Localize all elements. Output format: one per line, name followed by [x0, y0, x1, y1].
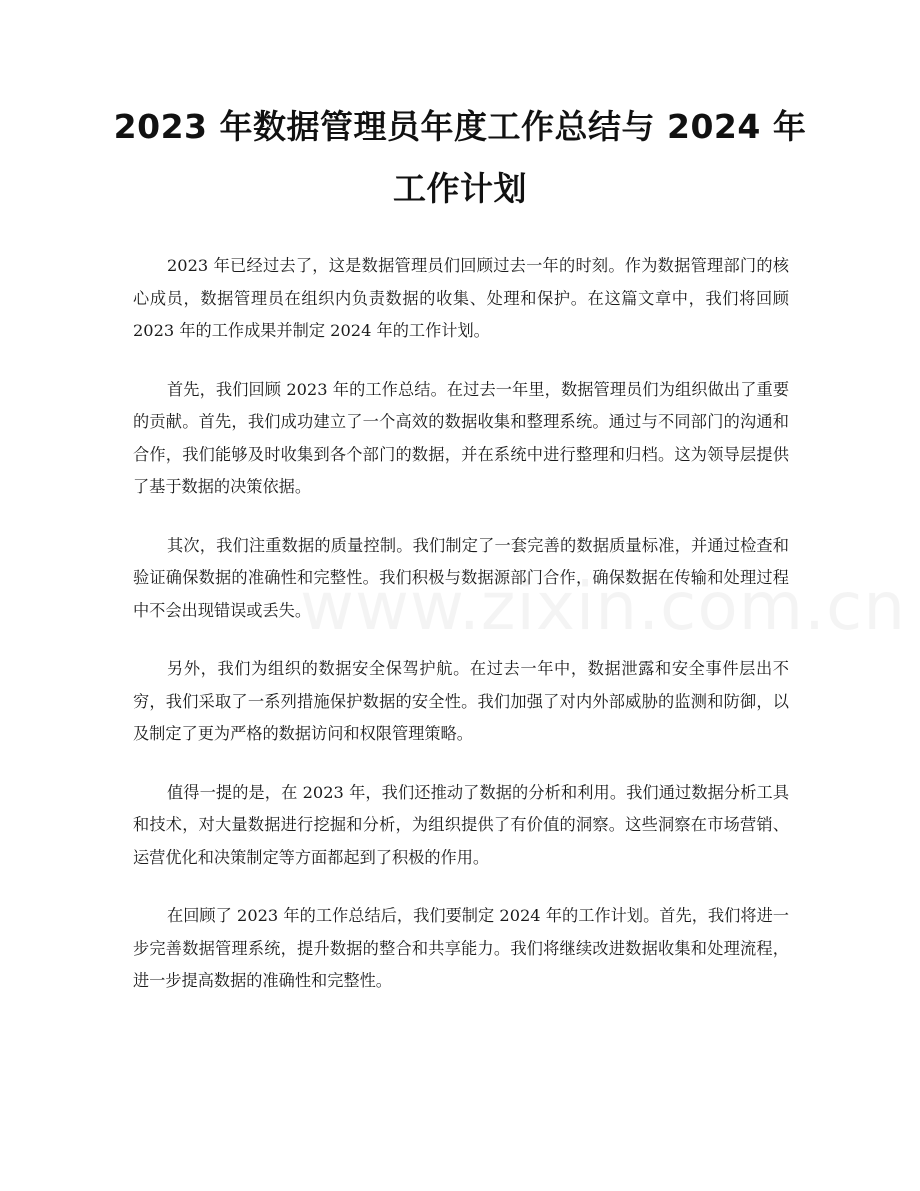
document-body [133, 250, 789, 1024]
document-title [110, 96, 810, 220]
document-title-line-2: 工作计划 [393, 169, 527, 208]
paragraph-3: 其次，我们注重数据的质量控制。我们制定了一套完善的数据质量标准，并通过检查和验证确保数据的准确性和完整性。我们积极与数据源部门合作，确保数据在传输和处理过程中不会出现错误或丢失。 [133, 535, 789, 620]
paragraph-6: 在回顾了 2023 年的工作总结后，我们要制定 2024 年的工作计划。首先，我们将进一步完善数据管理系统，提升数据的整合和共享能力。我们将继续改进数据收集和处理流程，进一步提高数据的准确性和完整性。 [133, 906, 789, 990]
paragraph-4: 另外，我们为组织的数据安全保驾护航。在过去一年中，数据泄露和安全事件层出不穷，我们采取了一系列措施保护数据的安全性。我们加强了对内外部威胁的监测和防御，以及制定了更为严格的数据访问和权限管理策略。 [133, 659, 789, 743]
document-title-line-1: 2023 年数据管理员年度工作总结与 2024 年 [113, 107, 807, 146]
paragraph-2: 首先，我们回顾 2023 年的工作总结。在过去一年里，数据管理员们为组织做出了重要的贡献。首先，我们成功建立了一个高效的数据收集和整理系统。通过与不同部门的沟通和合作，我们能够及时收集到各个部门的数据，并在系统中进行整理和归档。这为领导层提供了基于数据的决策依据。 [133, 379, 789, 496]
paragraph-1: 2023 年已经过去了，这是数据管理员们回顾过去一年的时刻。作为数据管理部门的核心成员，数据管理员在组织内负责数据的收集、处理和保护。在这篇文章中，我们将回顾 2023 年的工作成果并制定 2024 年的工作计划。 [133, 256, 789, 340]
paragraph-5: 值得一提的是，在 2023 年，我们还推动了数据的分析和利用。我们通过数据分析工具和技术，对大量数据进行挖掘和分析，为组织提供了有价值的洞察。这些洞察在市场营销、运营优化和决策制定等方面都起到了积极的作用。 [133, 782, 789, 867]
